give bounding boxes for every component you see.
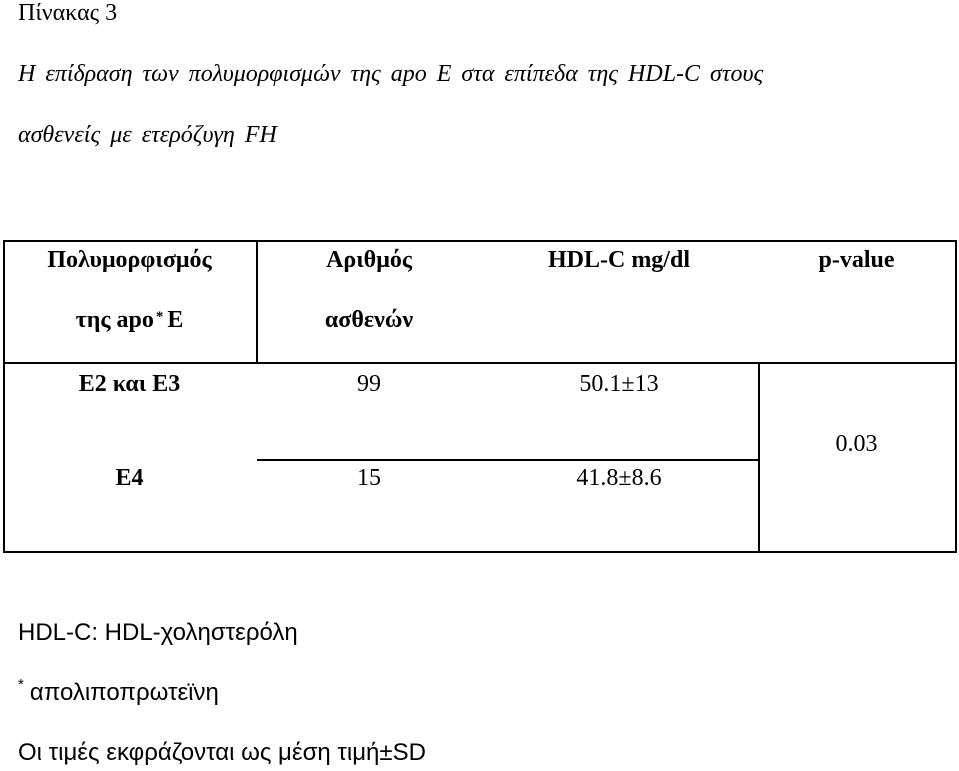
footnote-mark: *	[18, 676, 24, 693]
header-polymorphism-line1: Πολυμορφισμός	[47, 247, 212, 273]
table-header-divider	[3, 362, 957, 364]
table-title-line-1: Η επίδραση των πολυμορφισμών της apo E στα επίπεδα της HDL-C στους	[18, 61, 764, 87]
table-bottom-border	[3, 551, 957, 553]
footnote-text: απολιποπρωτεϊνη	[29, 679, 219, 706]
table-right-border	[955, 240, 957, 553]
row-1-hdl-c: 50.1±13	[579, 371, 659, 397]
header-hdl-c: HDL-C mg/dl	[547, 247, 690, 273]
header-patient-count-line1: Αριθμός	[326, 247, 412, 273]
table-title-line-2: ασθενείς με ετερόζυγη FH	[18, 122, 277, 148]
row-2-polymorphism: E4	[115, 465, 144, 491]
header-patient-count-line2: ασθενών	[324, 307, 414, 333]
header-p-value: p-value	[818, 247, 895, 273]
abbreviation-note: HDL-C: HDL-χοληστερόλη	[18, 619, 298, 646]
header-polymorphism-line2: της apo * E	[75, 307, 184, 333]
header-polymorphism	[3, 245, 256, 335]
values-note: Οι τιμές εκφράζονται ως μέση τιμή±SD	[18, 739, 426, 766]
footnote	[18, 678, 219, 708]
row-1-polymorphism: E2 και E3	[78, 371, 181, 397]
table-label: Πίνακας 3	[18, 0, 118, 26]
row-2-hdl-c: 41.8±8.6	[576, 465, 662, 491]
footnote-marker: *	[155, 309, 164, 325]
row-2-patients: 15	[357, 465, 381, 491]
p-value-cell: 0.03	[835, 431, 878, 457]
row-1-patients: 99	[357, 371, 381, 397]
header-patient-count	[258, 245, 480, 335]
table-top-border	[3, 240, 957, 242]
table-row-divider	[257, 459, 759, 461]
